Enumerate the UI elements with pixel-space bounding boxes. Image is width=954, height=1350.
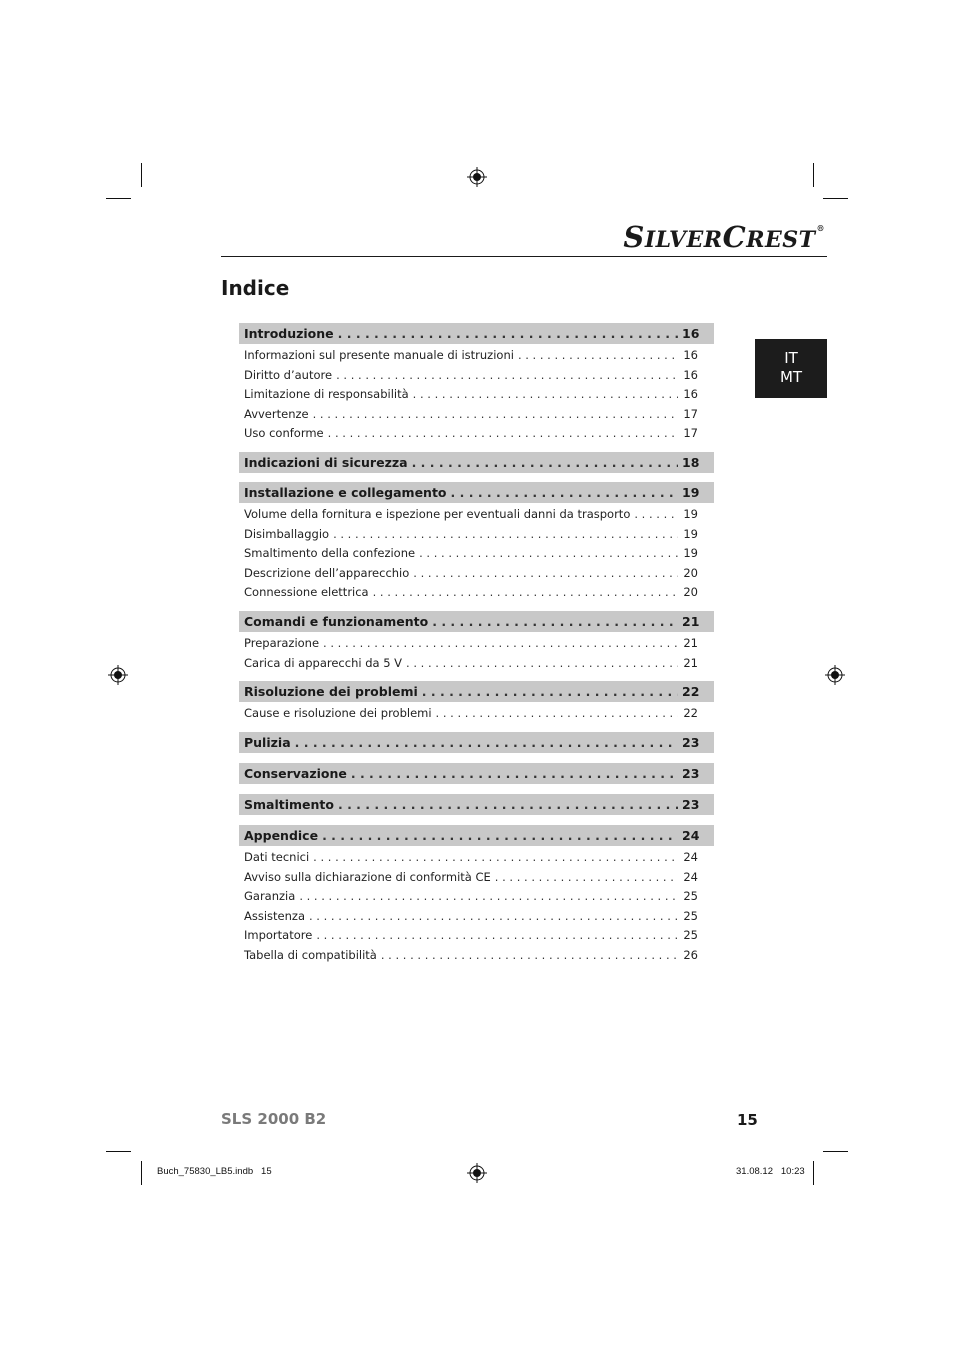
crop-mark	[823, 198, 848, 199]
toc-entry-label: Disimballaggio	[244, 526, 330, 541]
language-code: IT	[784, 349, 798, 367]
toc-entry-page: 17	[683, 426, 698, 441]
dot-leader	[436, 706, 678, 720]
toc-entry-label: Limitazione di responsabilità	[244, 387, 409, 402]
toc-section-page: 16	[682, 326, 700, 341]
toc-entry-label: Avvertenze	[244, 406, 309, 421]
toc-entry-label: Connessione elettrica	[244, 585, 369, 600]
dot-leader	[313, 850, 678, 864]
dot-leader	[413, 387, 678, 401]
toc-section-page: 19	[682, 485, 700, 500]
dot-leader	[323, 636, 678, 650]
dot-leader	[634, 507, 678, 521]
dot-leader	[406, 656, 678, 670]
dot-leader	[336, 368, 678, 382]
toc-section-title: Appendice	[244, 828, 319, 843]
registration-mark-icon	[467, 1163, 487, 1183]
toc-entry-label: Avviso sulla dichiarazione di conformità CE	[244, 869, 491, 884]
dot-leader	[422, 684, 678, 699]
toc-entry[interactable]	[239, 346, 714, 364]
toc-section-page: 23	[682, 766, 700, 781]
toc-section-page: 23	[682, 735, 700, 750]
toc-section-title: Conservazione	[244, 766, 347, 781]
crop-mark	[813, 1161, 814, 1185]
toc-entry-page: 21	[683, 636, 698, 650]
toc-entry[interactable]	[239, 583, 714, 601]
toc-section[interactable]	[239, 763, 714, 784]
page-number: 15	[737, 1111, 758, 1129]
toc-entry-page: 17	[683, 406, 698, 421]
registration-mark-icon	[108, 665, 128, 685]
toc-entry[interactable]	[239, 405, 714, 423]
dot-leader	[381, 948, 678, 962]
dot-leader	[451, 485, 678, 500]
toc-entry[interactable]	[239, 544, 714, 562]
toc-section-title: Risoluzione dei problemi	[244, 684, 418, 699]
toc-entry[interactable]	[239, 385, 714, 403]
toc-entry[interactable]	[239, 424, 714, 442]
model-number: SLS 2000 B2	[221, 1110, 327, 1128]
crop-mark	[106, 198, 131, 199]
toc-entry[interactable]	[239, 654, 714, 672]
toc-entry-label: Volume della fornitura e ispezione per eventuali danni da trasporto	[244, 507, 631, 521]
dot-leader	[316, 928, 678, 942]
dot-leader	[432, 614, 678, 629]
toc-entry-label: Cause e risoluzione dei problemi	[244, 706, 432, 720]
dot-leader	[413, 566, 678, 580]
toc-entry-label: Assistenza	[244, 908, 305, 923]
toc-entry[interactable]	[239, 868, 714, 886]
crop-mark	[141, 163, 142, 187]
toc-section-title: Comandi e funzionamento	[244, 614, 429, 629]
dot-leader	[373, 585, 678, 599]
toc-entry-page: 16	[683, 387, 698, 402]
toc-entry-label: Tabella di compatibilità	[244, 948, 377, 962]
dot-leader	[333, 527, 678, 541]
toc-entry[interactable]	[239, 366, 714, 384]
toc-entry-label: Importatore	[244, 928, 313, 943]
header-rule	[221, 256, 827, 257]
toc-entry-label: Dati tecnici	[244, 850, 310, 864]
dot-leader	[295, 735, 678, 750]
toc-entry-label: Carica di apparecchi da 5 V	[244, 655, 403, 670]
toc-section-title: Pulizia	[244, 735, 291, 750]
toc-section-title: Installazione e collegamento	[244, 485, 447, 500]
toc-entry-page: 21	[683, 655, 698, 670]
toc-entry[interactable]	[239, 505, 714, 523]
print-slug-date: 31.08.12 10:23	[736, 1166, 805, 1177]
toc-entry-page: 20	[683, 585, 698, 600]
toc-entry-label: Diritto d’autore	[244, 367, 333, 382]
crop-mark	[141, 1161, 142, 1185]
dot-leader	[299, 889, 678, 903]
toc-entry[interactable]	[239, 564, 714, 582]
dot-leader	[328, 426, 678, 440]
toc-section-page: 23	[682, 797, 700, 812]
toc-section-page: 18	[682, 455, 700, 470]
toc-section[interactable]	[239, 794, 714, 815]
toc-entry-page: 20	[683, 565, 698, 580]
dot-leader	[338, 326, 678, 341]
brand-logo: SILVERCREST®	[623, 220, 825, 254]
toc-section-title: Introduzione	[244, 326, 334, 341]
dot-leader	[495, 870, 678, 884]
registration-mark-icon	[467, 167, 487, 187]
dot-leader	[309, 909, 678, 923]
dot-leader	[322, 828, 678, 843]
toc-entry-page: 22	[683, 706, 698, 720]
toc-entry-page: 19	[683, 526, 698, 541]
toc-entry-page: 16	[683, 348, 698, 362]
language-tab	[755, 339, 827, 398]
toc-section-title: Smaltimento	[244, 797, 334, 812]
toc-section-page: 22	[682, 684, 700, 699]
toc-entry[interactable]	[239, 907, 714, 925]
toc-section[interactable]	[239, 452, 714, 473]
toc-section[interactable]	[239, 825, 714, 846]
crop-mark	[823, 1151, 848, 1152]
toc-entry-label: Garanzia	[244, 889, 296, 904]
toc-section[interactable]	[239, 482, 714, 503]
toc-entry[interactable]	[239, 704, 714, 722]
toc-entry-label: Preparazione	[244, 636, 320, 650]
toc-section[interactable]	[239, 732, 714, 753]
toc-entry[interactable]	[239, 525, 714, 543]
toc-entry[interactable]	[239, 946, 714, 964]
toc-entry-page: 24	[683, 869, 698, 884]
toc-section-page: 24	[682, 828, 700, 843]
toc-entry[interactable]	[239, 887, 714, 905]
dot-leader	[419, 546, 678, 560]
dot-leader	[351, 766, 678, 781]
dot-leader	[518, 348, 678, 362]
dot-leader	[338, 797, 678, 812]
dot-leader	[313, 407, 678, 421]
toc-entry-page: 25	[683, 928, 698, 943]
toc-entry-page: 25	[683, 908, 698, 923]
toc-section-title: Indicazioni di sicurezza	[244, 455, 408, 470]
toc-entry[interactable]	[239, 634, 714, 652]
toc-section-page: 21	[682, 614, 700, 629]
toc-section[interactable]	[239, 323, 714, 344]
print-slug-file: Buch_75830_LB5.indb 15	[157, 1166, 272, 1177]
toc-entry[interactable]	[239, 848, 714, 866]
registration-mark-icon	[825, 665, 845, 685]
page-title: Indice	[221, 276, 290, 300]
toc-section[interactable]	[239, 681, 714, 702]
crop-mark	[813, 163, 814, 187]
dot-leader	[412, 455, 678, 470]
toc-entry-page: 19	[683, 546, 698, 561]
toc-entry-page: 24	[683, 850, 698, 864]
toc-section[interactable]	[239, 611, 714, 632]
toc-entry-label: Descrizione dell’apparecchio	[244, 565, 410, 580]
toc-entry-label: Smaltimento della confezione	[244, 546, 416, 561]
toc-entry-page: 16	[683, 367, 698, 382]
crop-mark	[106, 1151, 131, 1152]
language-code: MT	[779, 368, 803, 386]
toc-entry-page: 25	[683, 889, 698, 904]
toc-entry-label: Informazioni sul presente manuale di istruzioni	[244, 348, 514, 362]
toc-entry-page: 19	[683, 507, 698, 521]
toc-entry-label: Uso conforme	[244, 426, 324, 441]
toc-entry-page: 26	[683, 948, 698, 962]
toc-entry[interactable]	[239, 926, 714, 944]
